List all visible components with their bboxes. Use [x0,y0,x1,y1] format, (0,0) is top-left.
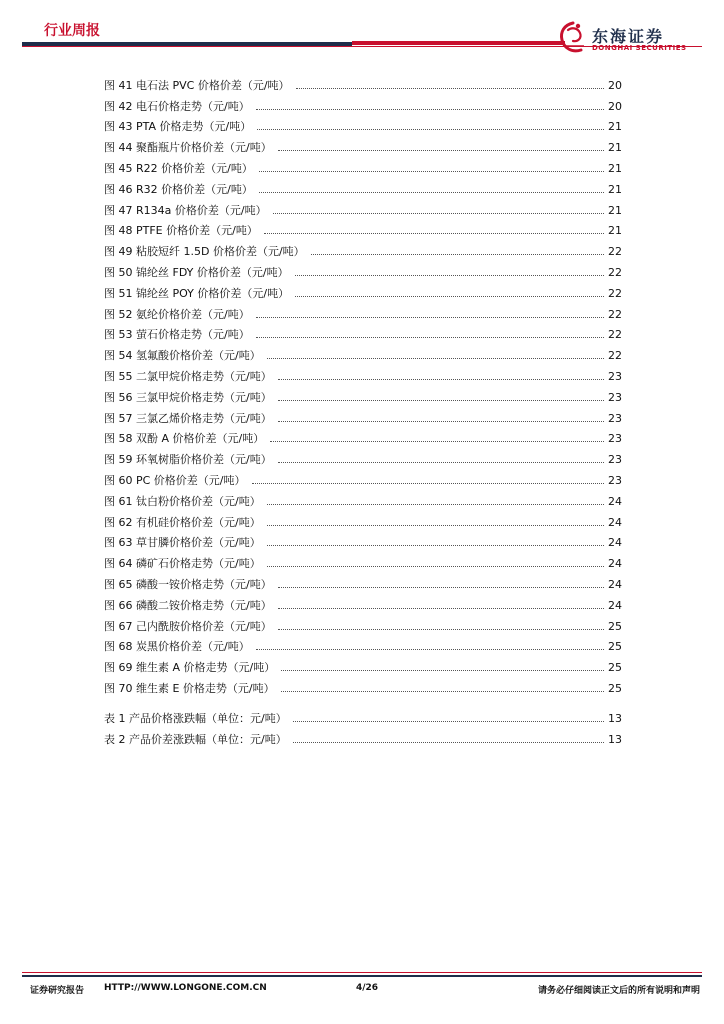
toc-dot-leader [270,441,604,442]
toc-entry-label: 图 43 PTA 价格走势（元/吨） [104,120,252,134]
toc-entry[interactable] [104,342,622,363]
toc-entry-page: 23 [608,411,622,425]
toc-entry-label: 图 69 维生素 A 价格走势（元/吨） [104,661,276,675]
toc-entry[interactable] [104,405,622,426]
toc-entry-page: 23 [608,473,622,487]
toc-entry-label: 表 2 产品价差涨跌幅（单位：元/吨） [104,732,287,746]
toc-entry-label: 图 57 三氯乙烯价格走势（元/吨） [104,411,272,425]
toc-entry-page: 25 [608,640,622,654]
toc-entry-page: 22 [608,265,622,279]
toc-entry-page: 22 [608,307,622,321]
toc-entry-label: 图 52 氨纶价格价差（元/吨） [104,307,250,321]
header-title: 行业周报 [44,23,100,39]
toc-entry[interactable] [104,259,622,280]
toc-dot-leader [273,213,604,214]
logo-name: 东海证券 [592,27,665,46]
toc-entry-page: 13 [608,711,622,725]
toc-entry-label: 图 64 磷矿石价格走势（元/吨） [104,557,261,571]
toc-entry-page: 21 [608,224,622,238]
logo-english-name: DONGHAI SECURITIES [592,44,687,52]
toc-dot-leader [278,629,604,630]
toc-entry-label: 图 58 双酚 A 价格价差（元/吨） [104,432,265,446]
toc-dot-leader [293,721,604,722]
toc-entry-label: 图 55 二氯甲烷价格走势（元/吨） [104,369,272,383]
toc-dot-leader [257,129,604,130]
footer-divider-dark [22,975,702,977]
toc-entry-label: 图 56 三氯甲烷价格走势（元/吨） [104,390,272,404]
toc-entry-label: 图 62 有机硅价格价差（元/吨） [104,515,261,529]
toc-entry-page: 24 [608,598,622,612]
toc-dot-leader [267,545,604,546]
header-divider-red [352,41,565,45]
toc-dot-leader [256,649,604,650]
toc-dot-leader [278,608,604,609]
toc-entry[interactable] [104,93,622,114]
toc-dot-leader [295,296,604,297]
toc-entry-page: 21 [608,120,622,134]
toc-entry[interactable] [104,446,622,467]
toc-entry[interactable] [104,238,622,259]
toc-entry[interactable] [104,426,622,447]
toc-entry-label: 图 54 氢氟酸价格价差（元/吨） [104,349,261,363]
toc-entry-page: 24 [608,494,622,508]
toc-entry[interactable] [104,301,622,322]
toc-entry-page: 24 [608,557,622,571]
toc-entry-label: 图 48 PTFE 价格价差（元/吨） [104,224,258,238]
toc-dot-leader [296,88,604,89]
toc-dot-leader [256,337,604,338]
toc-entry[interactable] [104,114,622,135]
toc-entry-label: 图 42 电石价格走势（元/吨） [104,99,250,113]
toc-entry[interactable] [104,322,622,343]
toc-entry[interactable] [104,550,622,571]
toc-entry-label: 图 53 萤石价格走势（元/吨） [104,328,250,342]
toc-entry-label: 图 51 锦纶丝 POY 价格价差（元/吨） [104,286,290,300]
toc-entry[interactable] [104,675,622,696]
toc-entry[interactable] [104,654,622,675]
toc-entry[interactable] [104,363,622,384]
toc-entry-label: 图 66 磷酸二铵价格走势（元/吨） [104,598,272,612]
toc-entry-label: 图 44 聚酯瓶片价格价差（元/吨） [104,141,272,155]
toc-dot-leader [278,421,604,422]
toc-entry[interactable] [104,197,622,218]
toc-entry[interactable] [104,72,622,93]
toc-entry-label: 表 1 产品价格涨跌幅（单位：元/吨） [104,711,287,725]
toc-entry-label: 图 60 PC 价格价差（元/吨） [104,473,246,487]
toc-entry-label: 图 41 电石法 PVC 价格价差（元/吨） [104,78,290,92]
toc-entry[interactable] [104,488,622,509]
toc-entry-page: 22 [608,349,622,363]
toc-dot-leader [278,150,604,151]
toc-entry[interactable] [104,530,622,551]
toc-dot-leader [278,587,604,588]
toc-entry-page: 20 [608,78,622,92]
toc-entry[interactable] [104,705,622,726]
footer-url-link[interactable]: HTTP://WWW.LONGONE.COM.CN [104,983,267,993]
toc-entry[interactable] [104,155,622,176]
toc-entry-label: 图 46 R32 价格价差（元/吨） [104,182,253,196]
toc-entry-page: 21 [608,141,622,155]
toc-entry-page: 23 [608,369,622,383]
toc-entry-label: 图 68 炭黑价格价差（元/吨） [104,640,250,654]
toc-entry[interactable] [104,613,622,634]
toc-entry-page: 22 [608,328,622,342]
toc-dot-leader [252,483,604,484]
toc-entry-label: 图 61 钛白粉价格价差（元/吨） [104,494,261,508]
toc-dot-leader [259,171,604,172]
toc-dot-leader [281,670,604,671]
toc-dot-leader [264,233,604,234]
toc-entry-label: 图 45 R22 价格价差（元/吨） [104,161,253,175]
toc-entry-page: 21 [608,203,622,217]
toc-dot-leader [278,400,604,401]
toc-dot-leader [295,275,604,276]
company-logo [556,20,706,58]
toc-entry[interactable] [104,280,622,301]
toc-entry-page: 22 [608,245,622,259]
toc-dot-leader [256,317,604,318]
toc-entry-page: 22 [608,286,622,300]
toc-entry[interactable] [104,134,622,155]
toc-entry[interactable] [104,509,622,530]
toc-dot-leader [256,109,604,110]
toc-entry-page: 25 [608,619,622,633]
toc-dot-leader [267,566,604,567]
toc-entry-label: 图 50 锦纶丝 FDY 价格价差（元/吨） [104,265,289,279]
toc-dot-leader [278,379,604,380]
toc-entry-label: 图 65 磷酸一铵价格走势（元/吨） [104,577,272,591]
footer-page-number: 4/26 [356,983,379,993]
toc-entry-label: 图 59 环氧树脂价格价差（元/吨） [104,453,272,467]
toc-entry[interactable] [104,218,622,239]
toc-entry-page: 21 [608,182,622,196]
toc-entry-page: 24 [608,577,622,591]
toc-entry[interactable] [104,467,622,488]
toc-entry-page: 25 [608,681,622,695]
toc-entry-page: 23 [608,390,622,404]
toc-dot-leader [259,192,604,193]
toc-entry-label: 图 63 草甘膦价格价差（元/吨） [104,536,261,550]
toc-entry[interactable] [104,384,622,405]
toc-entry-page: 24 [608,515,622,529]
toc-entry-label: 图 49 粘胶短纤 1.5D 价格价差（元/吨） [104,245,305,259]
toc-dot-leader [281,691,604,692]
toc-dot-leader [267,358,604,359]
footer-divider-red [22,972,702,973]
toc-entry[interactable] [104,634,622,655]
toc-entry-label: 图 47 R134a 价格价差（元/吨） [104,203,267,217]
toc-entry[interactable] [104,571,622,592]
toc-dot-leader [267,504,604,505]
toc-entry-page: 25 [608,661,622,675]
toc-dot-leader [311,254,604,255]
toc-entry[interactable] [104,726,622,747]
toc-entry-page: 13 [608,732,622,746]
footer-report-type: 证券研究报告 [30,986,85,996]
toc-entry-page: 20 [608,99,622,113]
toc-entry-label: 图 67 己内酰胺价格价差（元/吨） [104,619,272,633]
footer-disclaimer: 请务必仔细阅读正文后的所有说明和声明 [537,986,700,996]
toc-entry-page: 24 [608,536,622,550]
toc-dot-leader [293,742,604,743]
toc-entry-label: 图 70 维生素 E 价格走势（元/吨） [104,681,275,695]
toc-entry[interactable] [104,592,622,613]
toc-dot-leader [267,525,604,526]
table-of-figures [104,72,622,747]
toc-entry-page: 23 [608,432,622,446]
toc-dot-leader [278,462,604,463]
toc-entry[interactable] [104,176,622,197]
dragon-logo-icon [556,20,590,56]
toc-entry-page: 23 [608,453,622,467]
toc-entry-page: 21 [608,161,622,175]
